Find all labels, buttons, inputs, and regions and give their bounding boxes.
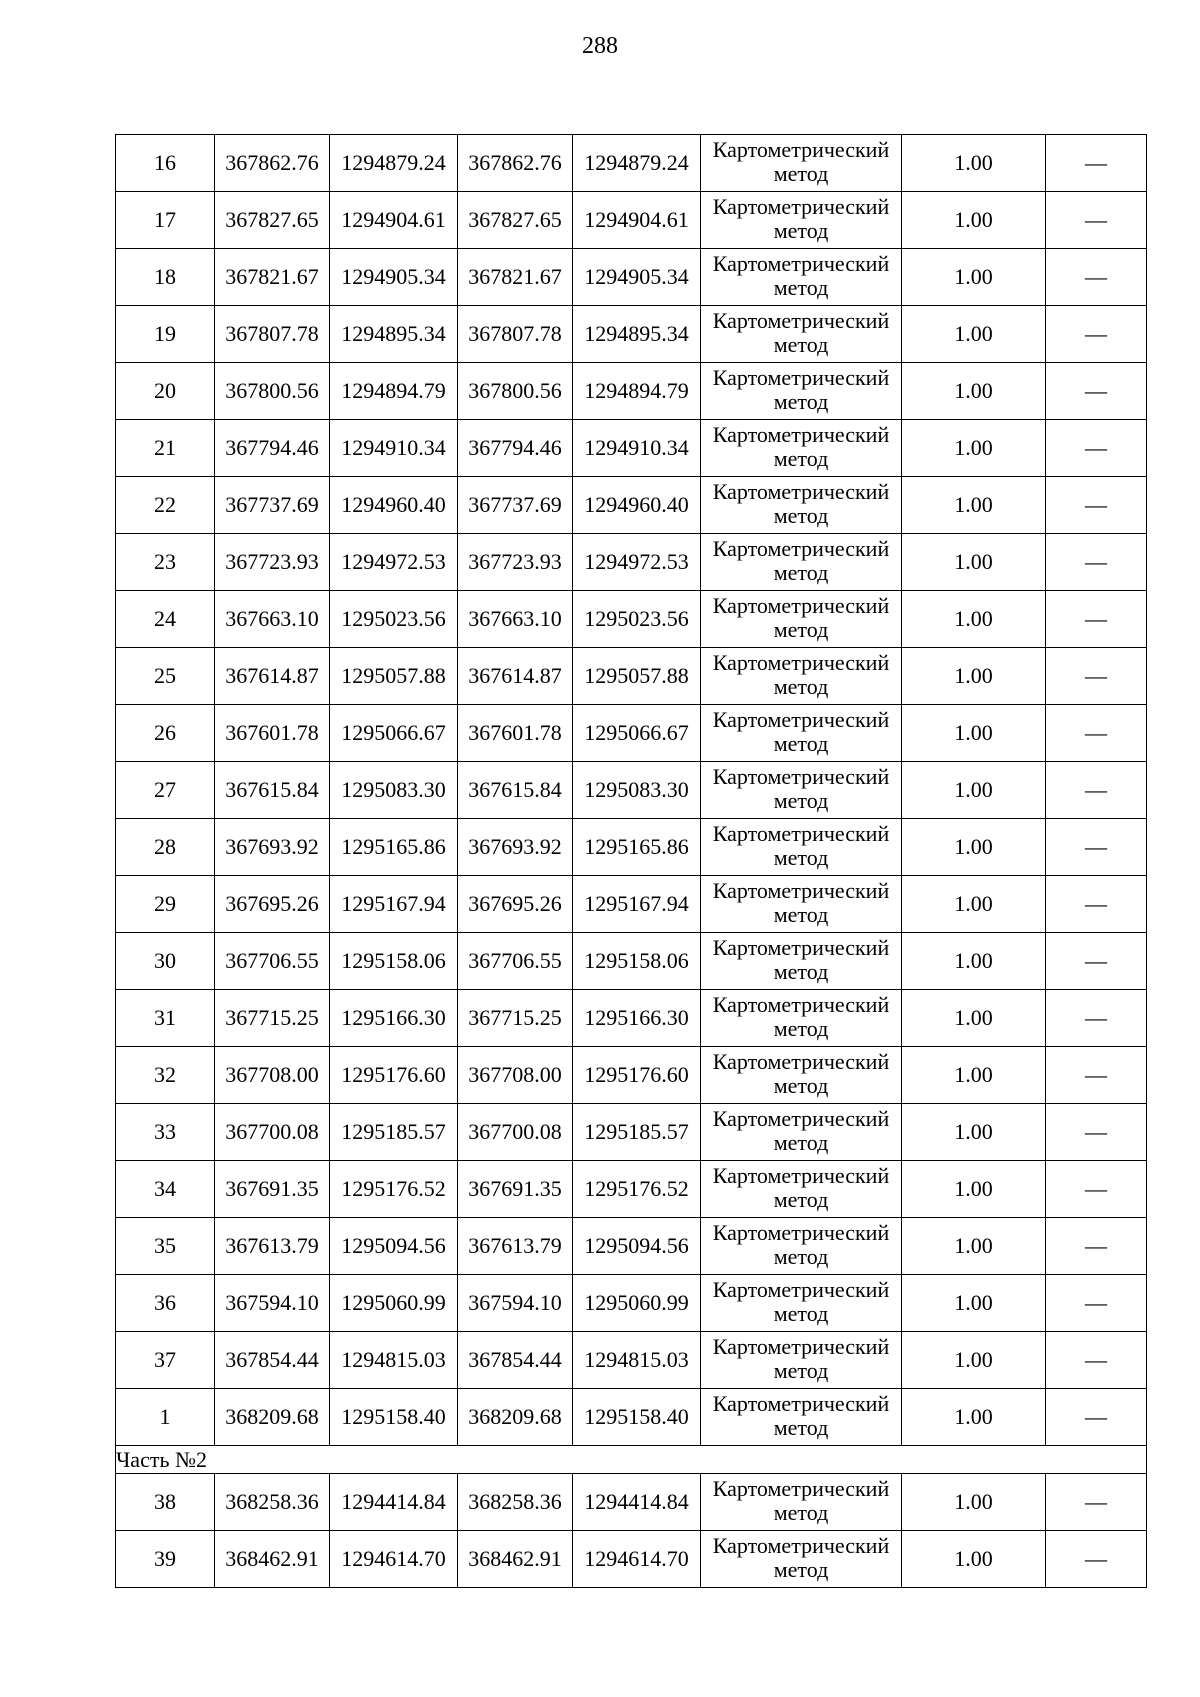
y-coordinate-2-cell: 1295083.30 xyxy=(573,762,701,819)
table-row xyxy=(116,648,1147,705)
table-row xyxy=(116,1531,1147,1588)
method-line-2: метод xyxy=(773,1500,829,1525)
y-coordinate-cell: 1294815.03 xyxy=(330,1332,458,1389)
y-coordinate-cell: 1295158.06 xyxy=(330,933,458,990)
x-coordinate-2-cell: 367700.08 xyxy=(458,1104,573,1161)
y-coordinate-2-cell: 1294905.34 xyxy=(573,249,701,306)
x-coordinate-2-cell: 367737.69 xyxy=(458,477,573,534)
table-row xyxy=(116,477,1147,534)
accuracy-cell: 1.00 xyxy=(902,1332,1046,1389)
x-coordinate-cell: 367663.10 xyxy=(215,591,330,648)
method-line-2: метод xyxy=(773,788,829,813)
point-number-cell: 19 xyxy=(116,306,215,363)
y-coordinate-cell: 1295167.94 xyxy=(330,876,458,933)
section-row xyxy=(116,1446,1147,1474)
method-cell xyxy=(701,762,902,819)
point-number-cell: 18 xyxy=(116,249,215,306)
x-coordinate-cell: 367691.35 xyxy=(215,1161,330,1218)
page-number: 288 xyxy=(582,33,618,59)
note-cell: — xyxy=(1046,135,1147,192)
y-coordinate-2-cell: 1295060.99 xyxy=(573,1275,701,1332)
accuracy-cell: 1.00 xyxy=(902,1275,1046,1332)
method-line-1: Картометрический xyxy=(712,1277,890,1302)
note-cell: — xyxy=(1046,1275,1147,1332)
x-coordinate-cell: 368462.91 xyxy=(215,1531,330,1588)
method-line-1: Картометрический xyxy=(712,1220,890,1245)
method-cell xyxy=(701,648,902,705)
method-cell xyxy=(701,477,902,534)
y-coordinate-2-cell: 1295166.30 xyxy=(573,990,701,1047)
y-coordinate-cell: 1295185.57 xyxy=(330,1104,458,1161)
accuracy-cell: 1.00 xyxy=(902,534,1046,591)
method-line-1: Картометрический xyxy=(712,194,890,219)
x-coordinate-cell: 367821.67 xyxy=(215,249,330,306)
table-row xyxy=(116,1104,1147,1161)
x-coordinate-cell: 367695.26 xyxy=(215,876,330,933)
method-line-2: метод xyxy=(773,674,829,699)
note-cell: — xyxy=(1046,1531,1147,1588)
point-number-cell: 34 xyxy=(116,1161,215,1218)
method-line-2: метод xyxy=(773,1016,829,1041)
note-cell: — xyxy=(1046,819,1147,876)
table-row xyxy=(116,1474,1147,1531)
point-number-cell: 23 xyxy=(116,534,215,591)
note-cell: — xyxy=(1046,1161,1147,1218)
x-coordinate-cell: 367708.00 xyxy=(215,1047,330,1104)
method-line-1: Картометрический xyxy=(712,992,890,1017)
point-number-cell: 30 xyxy=(116,933,215,990)
note-cell: — xyxy=(1046,1474,1147,1531)
method-cell xyxy=(701,1531,902,1588)
accuracy-cell: 1.00 xyxy=(902,705,1046,762)
note-cell: — xyxy=(1046,1218,1147,1275)
table-row xyxy=(116,1218,1147,1275)
y-coordinate-cell: 1295158.40 xyxy=(330,1389,458,1446)
method-cell xyxy=(701,1161,902,1218)
method-line-1: Картометрический xyxy=(712,650,890,675)
note-cell: — xyxy=(1046,1332,1147,1389)
x-coordinate-cell: 367800.56 xyxy=(215,363,330,420)
table-row xyxy=(116,591,1147,648)
point-number-cell: 32 xyxy=(116,1047,215,1104)
accuracy-cell: 1.00 xyxy=(902,876,1046,933)
accuracy-cell: 1.00 xyxy=(902,933,1046,990)
method-cell xyxy=(701,135,902,192)
note-cell: — xyxy=(1046,363,1147,420)
accuracy-cell: 1.00 xyxy=(902,591,1046,648)
y-coordinate-cell: 1295083.30 xyxy=(330,762,458,819)
y-coordinate-2-cell: 1294879.24 xyxy=(573,135,701,192)
x-coordinate-2-cell: 367614.87 xyxy=(458,648,573,705)
x-coordinate-2-cell: 367821.67 xyxy=(458,249,573,306)
table-row xyxy=(116,1389,1147,1446)
method-line-2: метод xyxy=(773,1187,829,1212)
x-coordinate-2-cell: 367691.35 xyxy=(458,1161,573,1218)
accuracy-cell: 1.00 xyxy=(902,648,1046,705)
accuracy-cell: 1.00 xyxy=(902,1531,1046,1588)
accuracy-cell: 1.00 xyxy=(902,477,1046,534)
point-number-cell: 24 xyxy=(116,591,215,648)
y-coordinate-cell: 1294614.70 xyxy=(330,1531,458,1588)
method-line-1: Картометрический xyxy=(712,593,890,618)
method-line-2: метод xyxy=(773,617,829,642)
method-line-2: метод xyxy=(773,1073,829,1098)
point-number-cell: 20 xyxy=(116,363,215,420)
note-cell: — xyxy=(1046,306,1147,363)
x-coordinate-2-cell: 367615.84 xyxy=(458,762,573,819)
method-cell xyxy=(701,420,902,477)
accuracy-cell: 1.00 xyxy=(902,762,1046,819)
note-cell: — xyxy=(1046,990,1147,1047)
x-coordinate-2-cell: 367601.78 xyxy=(458,705,573,762)
point-number-cell: 36 xyxy=(116,1275,215,1332)
y-coordinate-2-cell: 1295158.40 xyxy=(573,1389,701,1446)
point-number-cell: 29 xyxy=(116,876,215,933)
section-label: Часть №2 xyxy=(116,1446,1147,1474)
y-coordinate-cell: 1295176.60 xyxy=(330,1047,458,1104)
x-coordinate-2-cell: 367862.76 xyxy=(458,135,573,192)
method-line-2: метод xyxy=(773,1358,829,1383)
point-number-cell: 38 xyxy=(116,1474,215,1531)
y-coordinate-2-cell: 1295176.60 xyxy=(573,1047,701,1104)
y-coordinate-cell: 1294414.84 xyxy=(330,1474,458,1531)
method-line-2: метод xyxy=(773,902,829,927)
y-coordinate-cell: 1294904.61 xyxy=(330,192,458,249)
y-coordinate-2-cell: 1294895.34 xyxy=(573,306,701,363)
x-coordinate-cell: 367827.65 xyxy=(215,192,330,249)
method-line-1: Картометрический xyxy=(712,308,890,333)
y-coordinate-cell: 1294905.34 xyxy=(330,249,458,306)
method-cell xyxy=(701,819,902,876)
x-coordinate-2-cell: 367594.10 xyxy=(458,1275,573,1332)
x-coordinate-cell: 367594.10 xyxy=(215,1275,330,1332)
table-row xyxy=(116,876,1147,933)
accuracy-cell: 1.00 xyxy=(902,306,1046,363)
point-number-cell: 39 xyxy=(116,1531,215,1588)
y-coordinate-2-cell: 1295158.06 xyxy=(573,933,701,990)
method-cell xyxy=(701,1332,902,1389)
table-row xyxy=(116,249,1147,306)
note-cell: — xyxy=(1046,192,1147,249)
y-coordinate-2-cell: 1295176.52 xyxy=(573,1161,701,1218)
point-number-cell: 17 xyxy=(116,192,215,249)
method-line-1: Картометрический xyxy=(712,536,890,561)
method-line-2: метод xyxy=(773,332,829,357)
table-row xyxy=(116,762,1147,819)
x-coordinate-cell: 367723.93 xyxy=(215,534,330,591)
y-coordinate-2-cell: 1294960.40 xyxy=(573,477,701,534)
point-number-cell: 33 xyxy=(116,1104,215,1161)
note-cell: — xyxy=(1046,1047,1147,1104)
method-line-2: метод xyxy=(773,560,829,585)
point-number-cell: 28 xyxy=(116,819,215,876)
y-coordinate-2-cell: 1295066.67 xyxy=(573,705,701,762)
table-row xyxy=(116,1047,1147,1104)
x-coordinate-2-cell: 367663.10 xyxy=(458,591,573,648)
accuracy-cell: 1.00 xyxy=(902,1047,1046,1104)
method-cell xyxy=(701,1275,902,1332)
method-cell xyxy=(701,1389,902,1446)
y-coordinate-2-cell: 1294614.70 xyxy=(573,1531,701,1588)
note-cell: — xyxy=(1046,933,1147,990)
y-coordinate-2-cell: 1294910.34 xyxy=(573,420,701,477)
accuracy-cell: 1.00 xyxy=(902,363,1046,420)
accuracy-cell: 1.00 xyxy=(902,1161,1046,1218)
method-line-2: метод xyxy=(773,1130,829,1155)
x-coordinate-cell: 367615.84 xyxy=(215,762,330,819)
y-coordinate-cell: 1295060.99 xyxy=(330,1275,458,1332)
method-line-2: метод xyxy=(773,218,829,243)
x-coordinate-cell: 367862.76 xyxy=(215,135,330,192)
x-coordinate-2-cell: 367827.65 xyxy=(458,192,573,249)
point-number-cell: 26 xyxy=(116,705,215,762)
method-line-2: метод xyxy=(773,275,829,300)
x-coordinate-2-cell: 368209.68 xyxy=(458,1389,573,1446)
y-coordinate-cell: 1295057.88 xyxy=(330,648,458,705)
table-row xyxy=(116,363,1147,420)
method-cell xyxy=(701,933,902,990)
y-coordinate-cell: 1295165.86 xyxy=(330,819,458,876)
x-coordinate-cell: 367693.92 xyxy=(215,819,330,876)
x-coordinate-cell: 367715.25 xyxy=(215,990,330,1047)
y-coordinate-cell: 1295166.30 xyxy=(330,990,458,1047)
accuracy-cell: 1.00 xyxy=(902,990,1046,1047)
x-coordinate-2-cell: 367706.55 xyxy=(458,933,573,990)
x-coordinate-2-cell: 368258.36 xyxy=(458,1474,573,1531)
table-row xyxy=(116,534,1147,591)
method-line-1: Картометрический xyxy=(712,1163,890,1188)
y-coordinate-2-cell: 1295165.86 xyxy=(573,819,701,876)
table-row xyxy=(116,1275,1147,1332)
note-cell: — xyxy=(1046,420,1147,477)
table-row xyxy=(116,933,1147,990)
y-coordinate-cell: 1295094.56 xyxy=(330,1218,458,1275)
method-cell xyxy=(701,534,902,591)
method-cell xyxy=(701,1474,902,1531)
x-coordinate-cell: 367601.78 xyxy=(215,705,330,762)
accuracy-cell: 1.00 xyxy=(902,249,1046,306)
note-cell: — xyxy=(1046,249,1147,306)
point-number-cell: 1 xyxy=(116,1389,215,1446)
accuracy-cell: 1.00 xyxy=(902,135,1046,192)
method-cell xyxy=(701,192,902,249)
method-line-2: метод xyxy=(773,959,829,984)
note-cell: — xyxy=(1046,534,1147,591)
method-cell xyxy=(701,306,902,363)
point-number-cell: 16 xyxy=(116,135,215,192)
method-line-2: метод xyxy=(773,1557,829,1582)
point-number-cell: 25 xyxy=(116,648,215,705)
x-coordinate-cell: 367700.08 xyxy=(215,1104,330,1161)
point-number-cell: 37 xyxy=(116,1332,215,1389)
method-line-1: Картометрический xyxy=(712,935,890,960)
note-cell: — xyxy=(1046,705,1147,762)
method-line-1: Картометрический xyxy=(712,1106,890,1131)
x-coordinate-2-cell: 367807.78 xyxy=(458,306,573,363)
table-body xyxy=(116,135,1147,1588)
point-number-cell: 35 xyxy=(116,1218,215,1275)
y-coordinate-2-cell: 1294904.61 xyxy=(573,192,701,249)
x-coordinate-2-cell: 367794.46 xyxy=(458,420,573,477)
note-cell: — xyxy=(1046,648,1147,705)
method-line-2: метод xyxy=(773,845,829,870)
note-cell: — xyxy=(1046,1104,1147,1161)
method-cell xyxy=(701,1104,902,1161)
note-cell: — xyxy=(1046,1389,1147,1446)
method-line-1: Картометрический xyxy=(712,1533,890,1558)
y-coordinate-cell: 1294879.24 xyxy=(330,135,458,192)
note-cell: — xyxy=(1046,762,1147,819)
method-line-2: метод xyxy=(773,446,829,471)
x-coordinate-2-cell: 367708.00 xyxy=(458,1047,573,1104)
method-line-1: Картометрический xyxy=(712,878,890,903)
method-line-1: Картометрический xyxy=(712,251,890,276)
table-row xyxy=(116,1332,1147,1389)
x-coordinate-cell: 367613.79 xyxy=(215,1218,330,1275)
method-line-1: Картометрический xyxy=(712,422,890,447)
y-coordinate-2-cell: 1294894.79 xyxy=(573,363,701,420)
method-line-1: Картометрический xyxy=(712,1476,890,1501)
x-coordinate-2-cell: 367723.93 xyxy=(458,534,573,591)
table-row xyxy=(116,1161,1147,1218)
accuracy-cell: 1.00 xyxy=(902,192,1046,249)
method-cell xyxy=(701,1218,902,1275)
method-line-1: Картометрический xyxy=(712,1391,890,1416)
y-coordinate-2-cell: 1295023.56 xyxy=(573,591,701,648)
x-coordinate-2-cell: 367854.44 xyxy=(458,1332,573,1389)
accuracy-cell: 1.00 xyxy=(902,1474,1046,1531)
x-coordinate-cell: 367794.46 xyxy=(215,420,330,477)
note-cell: — xyxy=(1046,876,1147,933)
method-cell xyxy=(701,705,902,762)
method-line-2: метод xyxy=(773,1415,829,1440)
y-coordinate-2-cell: 1295167.94 xyxy=(573,876,701,933)
method-line-2: метод xyxy=(773,1244,829,1269)
accuracy-cell: 1.00 xyxy=(902,1389,1046,1446)
table-row xyxy=(116,705,1147,762)
point-number-cell: 21 xyxy=(116,420,215,477)
x-coordinate-cell: 367706.55 xyxy=(215,933,330,990)
table-row xyxy=(116,306,1147,363)
x-coordinate-2-cell: 367695.26 xyxy=(458,876,573,933)
x-coordinate-cell: 367737.69 xyxy=(215,477,330,534)
y-coordinate-2-cell: 1295057.88 xyxy=(573,648,701,705)
x-coordinate-cell: 368258.36 xyxy=(215,1474,330,1531)
y-coordinate-cell: 1294972.53 xyxy=(330,534,458,591)
coordinates-table xyxy=(115,134,1147,1588)
y-coordinate-2-cell: 1294414.84 xyxy=(573,1474,701,1531)
x-coordinate-cell: 367807.78 xyxy=(215,306,330,363)
method-line-1: Картометрический xyxy=(712,707,890,732)
y-coordinate-cell: 1294960.40 xyxy=(330,477,458,534)
table-row xyxy=(116,990,1147,1047)
y-coordinate-2-cell: 1294815.03 xyxy=(573,1332,701,1389)
accuracy-cell: 1.00 xyxy=(902,819,1046,876)
method-line-2: метод xyxy=(773,389,829,414)
table-row xyxy=(116,192,1147,249)
method-cell xyxy=(701,1047,902,1104)
method-cell xyxy=(701,591,902,648)
x-coordinate-2-cell: 367800.56 xyxy=(458,363,573,420)
table-row xyxy=(116,135,1147,192)
y-coordinate-2-cell: 1295094.56 xyxy=(573,1218,701,1275)
accuracy-cell: 1.00 xyxy=(902,420,1046,477)
point-number-cell: 27 xyxy=(116,762,215,819)
method-line-1: Картометрический xyxy=(712,1049,890,1074)
method-line-2: метод xyxy=(773,731,829,756)
method-line-2: метод xyxy=(773,1301,829,1326)
x-coordinate-2-cell: 368462.91 xyxy=(458,1531,573,1588)
point-number-cell: 31 xyxy=(116,990,215,1047)
note-cell: — xyxy=(1046,591,1147,648)
y-coordinate-cell: 1294895.34 xyxy=(330,306,458,363)
accuracy-cell: 1.00 xyxy=(902,1218,1046,1275)
x-coordinate-2-cell: 367613.79 xyxy=(458,1218,573,1275)
method-line-1: Картометрический xyxy=(712,821,890,846)
y-coordinate-2-cell: 1295185.57 xyxy=(573,1104,701,1161)
x-coordinate-2-cell: 367693.92 xyxy=(458,819,573,876)
note-cell: — xyxy=(1046,477,1147,534)
y-coordinate-cell: 1295066.67 xyxy=(330,705,458,762)
x-coordinate-cell: 367854.44 xyxy=(215,1332,330,1389)
method-line-1: Картометрический xyxy=(712,1334,890,1359)
method-line-2: метод xyxy=(773,161,829,186)
point-number-cell: 22 xyxy=(116,477,215,534)
method-line-1: Картометрический xyxy=(712,764,890,789)
method-cell xyxy=(701,249,902,306)
y-coordinate-cell: 1295176.52 xyxy=(330,1161,458,1218)
x-coordinate-cell: 368209.68 xyxy=(215,1389,330,1446)
method-cell xyxy=(701,363,902,420)
method-cell xyxy=(701,990,902,1047)
y-coordinate-cell: 1295023.56 xyxy=(330,591,458,648)
x-coordinate-2-cell: 367715.25 xyxy=(458,990,573,1047)
method-line-1: Картометрический xyxy=(712,365,890,390)
y-coordinate-2-cell: 1294972.53 xyxy=(573,534,701,591)
method-line-1: Картометрический xyxy=(712,137,890,162)
method-line-1: Картометрический xyxy=(712,479,890,504)
method-cell xyxy=(701,876,902,933)
table-row xyxy=(116,420,1147,477)
x-coordinate-cell: 367614.87 xyxy=(215,648,330,705)
y-coordinate-cell: 1294910.34 xyxy=(330,420,458,477)
accuracy-cell: 1.00 xyxy=(902,1104,1046,1161)
method-line-2: метод xyxy=(773,503,829,528)
y-coordinate-cell: 1294894.79 xyxy=(330,363,458,420)
table-row xyxy=(116,819,1147,876)
